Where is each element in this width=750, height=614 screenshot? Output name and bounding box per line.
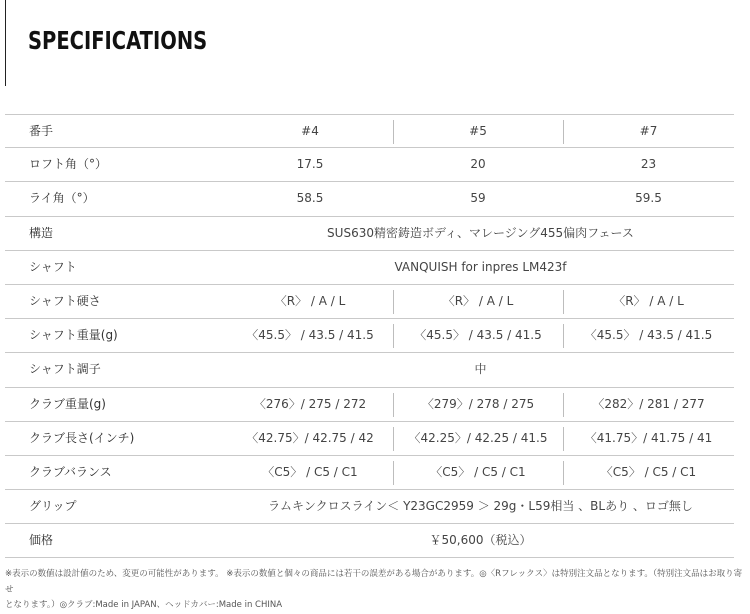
cell-all: ラムキンクロスライン＜ Y23GC2959 ＞ 29g・L59相当 、BLあり 、ロゴ無し [268,499,693,514]
cell-5: 20 [470,157,486,172]
cell-4: 〈45.5〉 / 43.5 / 41.5 [246,328,374,343]
cell-7: #7 [639,124,658,138]
spec-row-loft [5,148,734,182]
cell-5: 〈C5〉 / C5 / C1 [430,464,526,479]
spec-row-count [5,114,734,148]
row-label: シャフト硬さ [29,293,101,308]
footnote-line: ※表示の数値は設計値のため、変更の可能性があります。 ※表示の数値と個々の商品には若干の誤差がある場合があります。◎〈Rフレックス〉は特別注文品となります。（特別注文品はお取り寄せ [5,569,743,595]
cell-7: 〈41.75〉/ 41.75 / 41 [584,430,713,445]
cell-4: 58.5 [296,191,324,206]
cell-all: SUS630精密鋳造ボディ、マレージング455偏肉フェース [327,225,634,240]
cell-all: VANQUISH for inpres LM423f [394,259,567,274]
row-label: 価格 [29,533,54,548]
cell-7: 23 [640,157,657,172]
cell-7: 〈282〉/ 281 / 277 [592,396,705,411]
row-label: クラブ重量(g) [29,396,106,411]
cell-4: 〈C5〉 / C5 / C1 [262,464,358,479]
spec-table [5,114,734,558]
row-label: ロフト角（°） [29,157,108,172]
row-label: クラブバランス [29,464,112,479]
cell-all: 中 [474,362,487,377]
cell-7: 〈C5〉 / C5 / C1 [600,464,697,479]
cell-5: #5 [469,124,487,138]
spec-row-shaft-flex [5,285,734,319]
row-label: ライ角（°） [29,191,95,206]
page-title: SPECIFICATIONS [28,26,208,55]
spec-row-shaft-kick [5,353,734,387]
cell-7: 59.5 [635,191,662,206]
row-label: シャフト重量(g) [29,328,118,343]
row-label: シャフト調子 [29,362,101,377]
cell-4: 〈R〉 / A / L [274,293,346,308]
spec-row-club-weight [5,388,734,422]
cell-5: 〈42.25〉/ 42.25 / 41.5 [408,430,548,445]
spec-row-balance [5,456,734,490]
cell-7: 〈45.5〉 / 43.5 / 41.5 [584,328,713,343]
row-label: シャフト [29,259,77,274]
cell-4: 〈276〉/ 275 / 272 [253,396,367,411]
spec-row-structure [5,217,734,251]
spec-row-lie [5,182,734,216]
cell-4: 〈42.75〉/ 42.75 / 42 [246,430,374,445]
cell-4: 17.5 [296,157,324,172]
cell-5: 〈45.5〉 / 43.5 / 41.5 [414,328,542,343]
cell-7: 〈R〉 / A / L [613,293,684,308]
cell-5: 59 [470,191,486,206]
cell-5: 〈R〉 / A / L [442,293,514,308]
spec-row-price [5,524,734,558]
cell-5: 〈279〉/ 278 / 275 [421,396,535,411]
spec-row-club-length [5,422,734,456]
footnotes [5,567,743,614]
spec-row-grip [5,490,734,524]
row-label: グリップ [29,499,77,514]
cell-4: #4 [301,124,319,138]
title-accent-line [5,0,6,86]
row-label: 番手 [29,124,54,138]
cell-all: ￥50,600（税込） [429,533,532,548]
spec-row-shaft-weight [5,319,734,353]
row-label: クラブ長さ(インチ) [29,430,135,445]
row-label: 構造 [29,225,54,240]
spec-row-shaft [5,251,734,285]
footnote-line: となります。）◎クラブ:Made in JAPAN、ヘッドカバー:Made in CHINA [5,600,283,610]
